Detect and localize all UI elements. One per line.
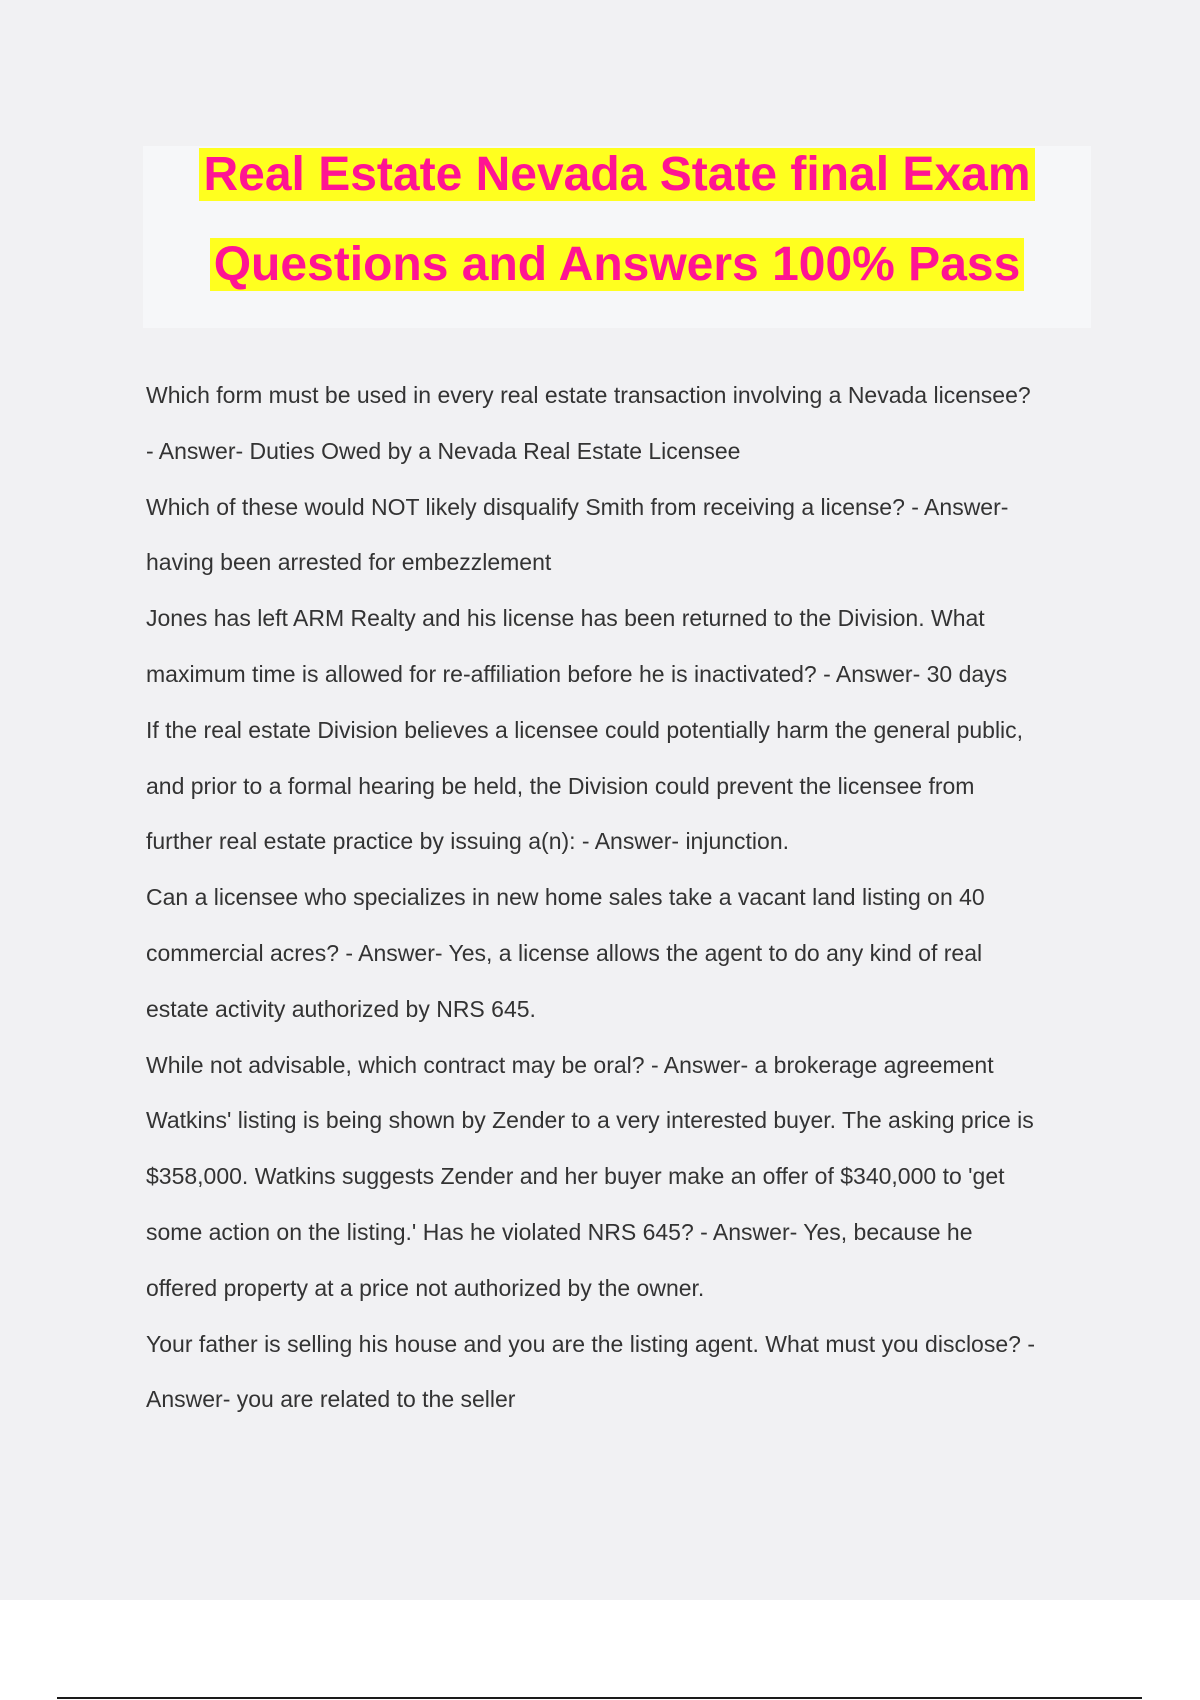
footer-divider: [57, 1697, 1142, 1699]
qa-line: maximum time is allowed for re-affiliation before he is inactivated? - Answer- 30 days: [146, 660, 1008, 687]
qa-line: Jones has left ARM Realty and his license has been returned to the Division. What: [146, 605, 985, 632]
title-block: [143, 146, 1091, 328]
qa-line: $358,000. Watkins suggests Zender and her buyer make an offer of $340,000 to 'get: [146, 1163, 1005, 1190]
document-title-line-1: [143, 146, 1091, 204]
qa-body: [146, 368, 1096, 1428]
qa-line: Which form must be used in every real estate transaction involving a Nevada licensee?: [146, 382, 1031, 408]
title-highlight-1: Real Estate Nevada State final Exam: [199, 148, 1034, 201]
qa-line: further real estate practice by issuing a(n): - Answer- injunction.: [146, 828, 790, 855]
qa-line: - Answer- Duties Owed by a Nevada Real Estate Licensee: [146, 437, 741, 464]
qa-line: and prior to a formal hearing be held, the Division could prevent the licensee from: [146, 772, 975, 799]
qa-line: Answer- you are related to the seller: [146, 1386, 516, 1413]
document-title-line-2: [143, 236, 1091, 294]
qa-line: Which of these would NOT likely disqualify Smith from receiving a license? - Answer-: [146, 493, 1009, 520]
qa-line: estate activity authorized by NRS 645.: [146, 995, 536, 1022]
qa-line: commercial acres? - Answer- Yes, a license allows the agent to do any kind of real: [146, 939, 983, 966]
qa-line: offered property at a price not authorized by the owner.: [146, 1274, 705, 1301]
qa-line: Your father is selling his house and you are the listing agent. What must you disclose? -: [146, 1330, 1035, 1357]
qa-line: Watkins' listing is being shown by Zender to a very interested buyer. The asking price is: [146, 1107, 1034, 1134]
qa-line: If the real estate Division believes a licensee could potentially harm the general public,: [146, 716, 1024, 743]
title-highlight-2: Questions and Answers 100% Pass: [210, 238, 1025, 291]
qa-line: some action on the listing.' Has he violated NRS 645? - Answer- Yes, because he: [146, 1218, 973, 1245]
qa-line: While not advisable, which contract may be oral? - Answer- a brokerage agreement: [146, 1051, 994, 1078]
qa-line: Can a licensee who specializes in new home sales take a vacant land listing on 40: [146, 884, 985, 911]
qa-line: having been arrested for embezzlement: [146, 549, 552, 576]
